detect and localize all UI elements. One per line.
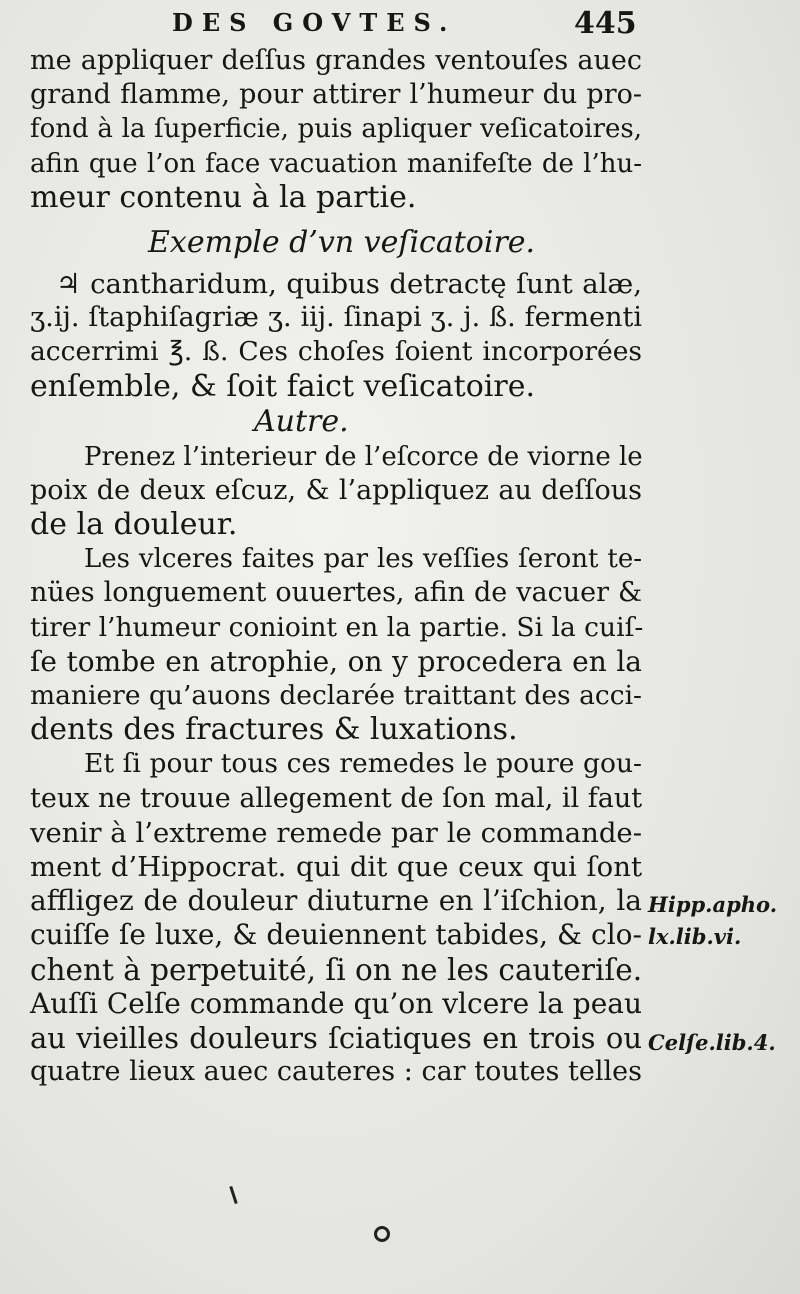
section-heading-vesicatoire: Exemple d’vn veſicatoire.: [148, 224, 536, 260]
margin-note-hippocrates: Hipp.apho.: [648, 892, 778, 917]
text-line: meur contenu à la partie.: [30, 179, 417, 215]
text-line: de la douleur.: [30, 507, 238, 543]
text-line: chent à perpetuité, ſi on ne les cauteriſe.: [30, 952, 643, 987]
text-line: poix de deux eſcuz, & l’appliquez au deſſous: [30, 474, 642, 506]
text-line: ♃ cantharidum, quibus detractę ſunt alæ,: [56, 267, 642, 300]
page-number: 445: [574, 6, 637, 41]
text-line: tirer l’humeur conioint en la partie. Si la cuiſ-: [30, 611, 644, 643]
margin-note-celse: Celſe.lib.4.: [648, 1030, 776, 1055]
text-line: Et ſi pour tous ces remedes le poure gou-: [84, 748, 642, 780]
text-line: ſe tombe en atrophie, on y procedera en la: [30, 644, 642, 678]
ring-ornament: [374, 1226, 390, 1242]
text-line: Les vlceres faites par les veſſies ſeront te-: [84, 544, 642, 575]
text-line: quatre lieux auec cauteres : car toutes telles: [30, 1056, 642, 1088]
text-line: ment d’Hippocrat. qui dit que ceux qui ſont: [30, 850, 642, 883]
text-line: venir à l’extreme remede par le commande-: [30, 816, 642, 849]
text-line: grand flamme, pour attirer l’humeur du pro-: [30, 79, 642, 111]
text-line: afin que l’on face vacuation manifeſte de l’hu-: [30, 148, 642, 179]
main-text: [30, 44, 642, 1089]
text-line: affligez de douleur diuturne en l’iſchion, la: [30, 884, 642, 918]
text-line: me appliquer deſſus grandes ventouſes auec: [30, 45, 642, 76]
text-line: dents des fractures & luxations.: [30, 712, 518, 748]
text-line: ʒ.ij. ſtaphiſagriæ ʒ. iij. ſinapi ʒ. j. ß. fermenti: [30, 302, 642, 334]
text-line: teux ne trouue allegement de ſon mal, il faut: [30, 782, 643, 814]
text-line: nües longuement ouuertes, afin de vacuer &: [30, 577, 642, 609]
running-title: DES GOVTES.: [172, 8, 457, 37]
text-line: Auſſi Celſe commande qu’on vlcere la peau: [30, 986, 642, 1020]
text-line: cuiſſe ſe luxe, & deuiennent tabides, & clo-: [30, 918, 642, 952]
text-line: maniere qu’auons declarée traittant des acci-: [30, 680, 642, 711]
text-line: fond à la ſuperficie, puis apliquer veſicatoires,: [30, 114, 642, 145]
margin-note-hippocrates-ref: lx.lib.vi.: [648, 924, 742, 949]
text-line: Prenez l’interieur de l’eſcorce de viorne le: [84, 441, 643, 472]
text-line: enſemble, & ſoit faict veſicatoire.: [30, 368, 536, 404]
section-heading-autre: Autre.: [254, 403, 349, 439]
text-line: au vieilles douleurs ſciatiques en trois ou: [30, 1020, 642, 1055]
text-line: accerrimi ℥. ß. Ces choſes ſoient incorporées: [30, 336, 642, 368]
running-head: [0, 6, 800, 42]
ink-mark: [229, 1186, 237, 1204]
